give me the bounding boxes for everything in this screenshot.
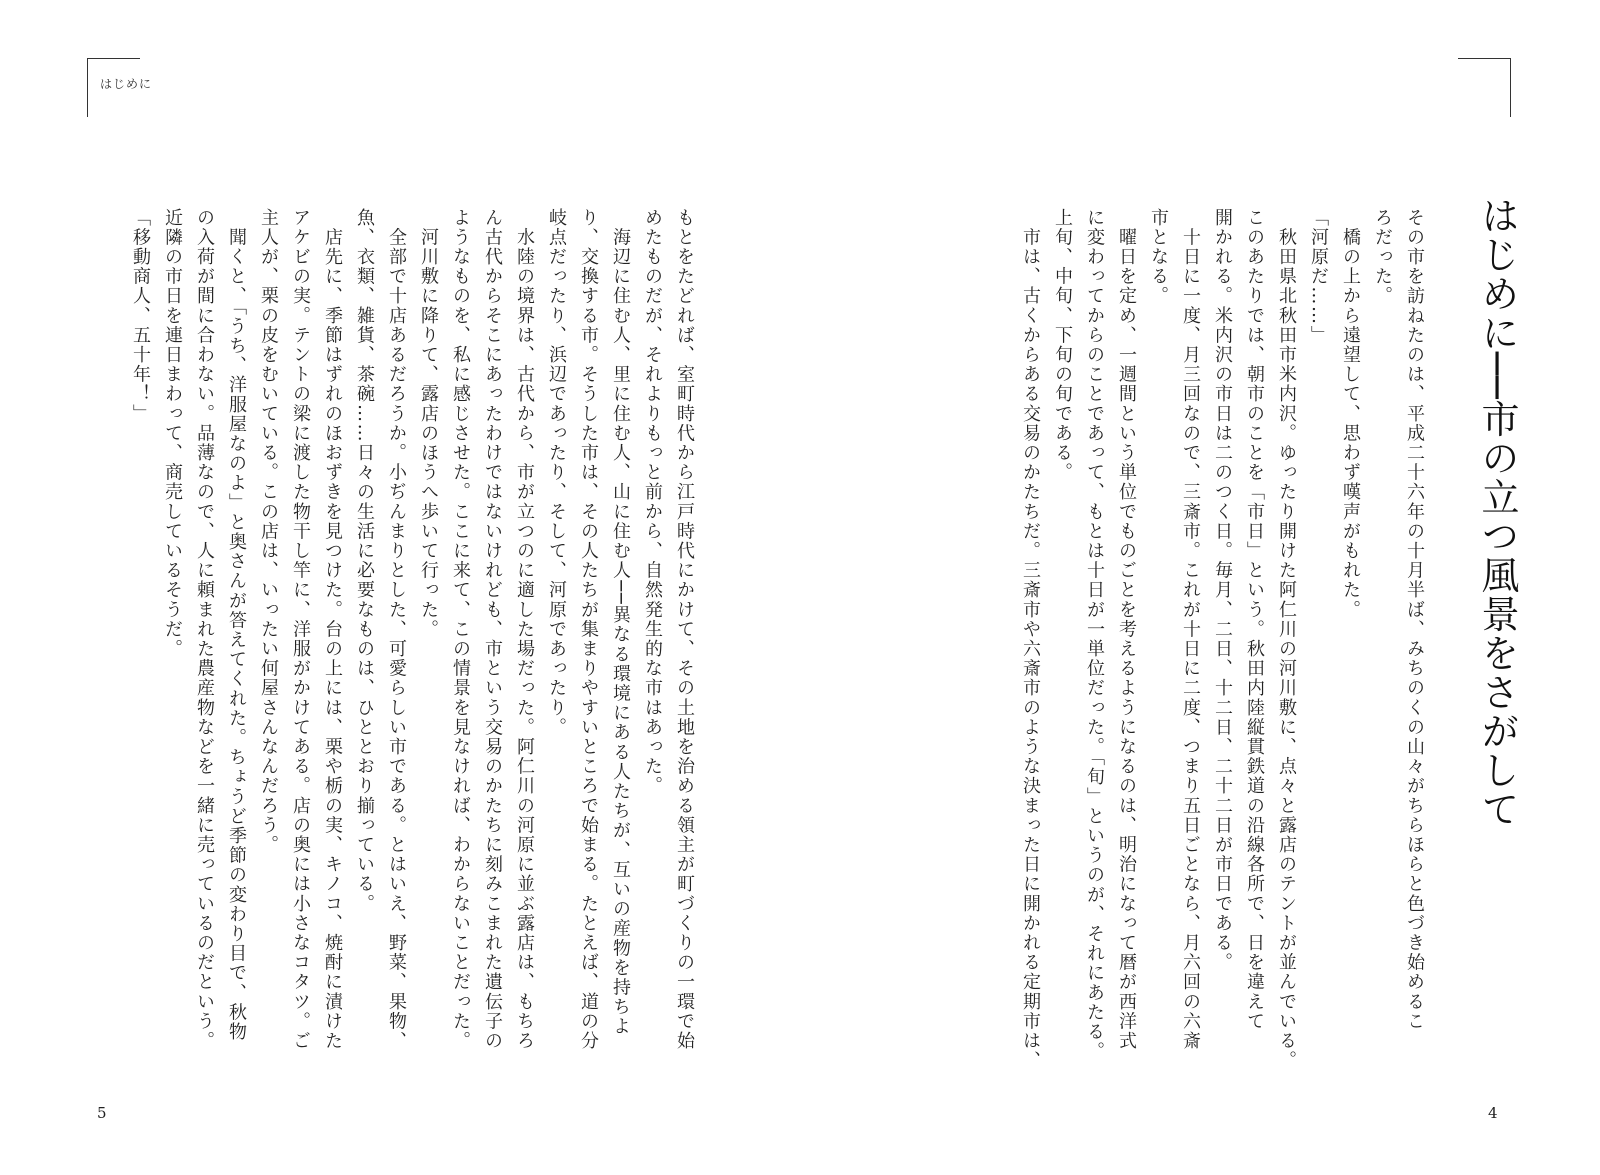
body-line: めたものだが、それよりもっと前から、自然発生的な市はあった。: [642, 208, 663, 796]
body-line: 十日に一度、月三回なので、三斎市。これが十日に二度、つまり五日ごとなら、月六回の六斎: [1180, 208, 1201, 1051]
page-number-right: 4: [1488, 1104, 1498, 1122]
body-line: 魚、衣類、雑貨、茶碗……日々の生活に必要なものは、ひととおり揃っている。: [354, 208, 375, 914]
body-line: ん古代からそこにあったわけではないけれども、市という交易のかたちに刻みこまれた遺伝子の: [482, 208, 503, 1051]
body-line: 開かれる。米内沢の市日は二のつく日。毎月、二日、十二日、二十二日が市日である。: [1212, 208, 1233, 973]
body-line: 海辺に住む人、里に住む人、山に住む人──異なる環境にある人たちが、互いの産物を持ちよ: [610, 208, 631, 1037]
body-line: もとをたどれば、室町時代から江戸時代にかけて、その土地を治める領主が町づくりの一環で始: [674, 208, 695, 1051]
body-line: 「移動商人、五十年！」: [130, 208, 151, 424]
body-line: 市は、古くからある交易のかたちだ。三斎市や六斎市のような決まった日に開かれる定期市は、: [1020, 208, 1041, 1071]
body-line: り、交換する市。そうした市は、その人たちが集まりやすいところで始まる。たとえば、道の分: [578, 208, 599, 1051]
body-line: 秋田県北秋田市米内沢。ゆったり開けた阿仁川の河川敷に、点々と露店のテントが並んでいる。: [1276, 208, 1297, 1071]
page-number-left: 5: [97, 1104, 107, 1122]
body-line: 聞くと、「うち、洋服屋なのよ」と奥さんが答えてくれた。ちょうど季節の変わり目で、秋物: [226, 208, 247, 1042]
body-line: の入荷が間に合わない。品薄なので、人に頼まれた農産物などを一緒に売っているのだという。: [194, 208, 215, 1051]
body-line: 店先に、季節はずれのほおずきを見つけた。台の上には、栗や栃の実、キノコ、焼酎に漬けた: [322, 208, 343, 1051]
body-line: 曜日を定め、一週間という単位でものごとを考えるようになるのは、明治になって暦が西洋式: [1116, 208, 1137, 1051]
body-line: 河川敷に降りて、露店のほうへ歩いて行った。: [418, 208, 439, 640]
body-line: その市を訪ねたのは、平成二十六年の十月半ば、みちのくの山々がちらほらと色づき始めるこ: [1404, 208, 1425, 1032]
body-line: 近隣の市日を連日まわって、商売しているそうだ。: [162, 208, 183, 659]
chapter-title: はじめに──市の立つ風景をさがして: [1475, 196, 1519, 829]
body-line: 「河原だ……」: [1308, 208, 1329, 346]
body-line: 岐点だったり、浜辺であったり、そして、河原であったり。: [546, 208, 567, 738]
body-line: 全部で十店あるだろうか。小ぢんまりとした、可愛らしい市である。とはいえ、野菜、果物、: [386, 208, 407, 1051]
body-line: 市となる。: [1148, 208, 1169, 306]
body-line: 上旬、中旬、下旬の旬である。: [1052, 208, 1073, 483]
body-line: 主人が、栗の皮をむいている。この店は、いったい何屋さんなんだろう。: [258, 208, 279, 855]
body-line: ようなものを、私に感じさせた。ここに来て、この情景を見なければ、わからないことだった。: [450, 208, 471, 1051]
body-line: ろだった。: [1372, 208, 1393, 306]
body-line: に変わってからのことであって、もとは十日が一単位だった。「旬」というのが、それにあたる。: [1084, 208, 1105, 1062]
running-head: はじめに: [100, 77, 153, 91]
left-page-body: [86, 208, 700, 1088]
crop-mark-right: [1458, 58, 1511, 117]
body-line: アケビの実。テントの梁に渡した物干し竿に、洋服がかけてある。店の奥には小さなコタツ。ご: [290, 208, 311, 1051]
body-line: 水陸の境界は、古代から、市が立つのに適した場だった。阿仁川の河原に並ぶ露店は、もちろ: [514, 208, 535, 1051]
body-line: 橋の上から遠望して、思わず嘆声がもれた。: [1340, 208, 1361, 620]
body-line: このあたりでは、朝市のことを「市日」という。秋田内陸縦貫鉄道の沿線各所で、日を違えて: [1244, 208, 1265, 1032]
